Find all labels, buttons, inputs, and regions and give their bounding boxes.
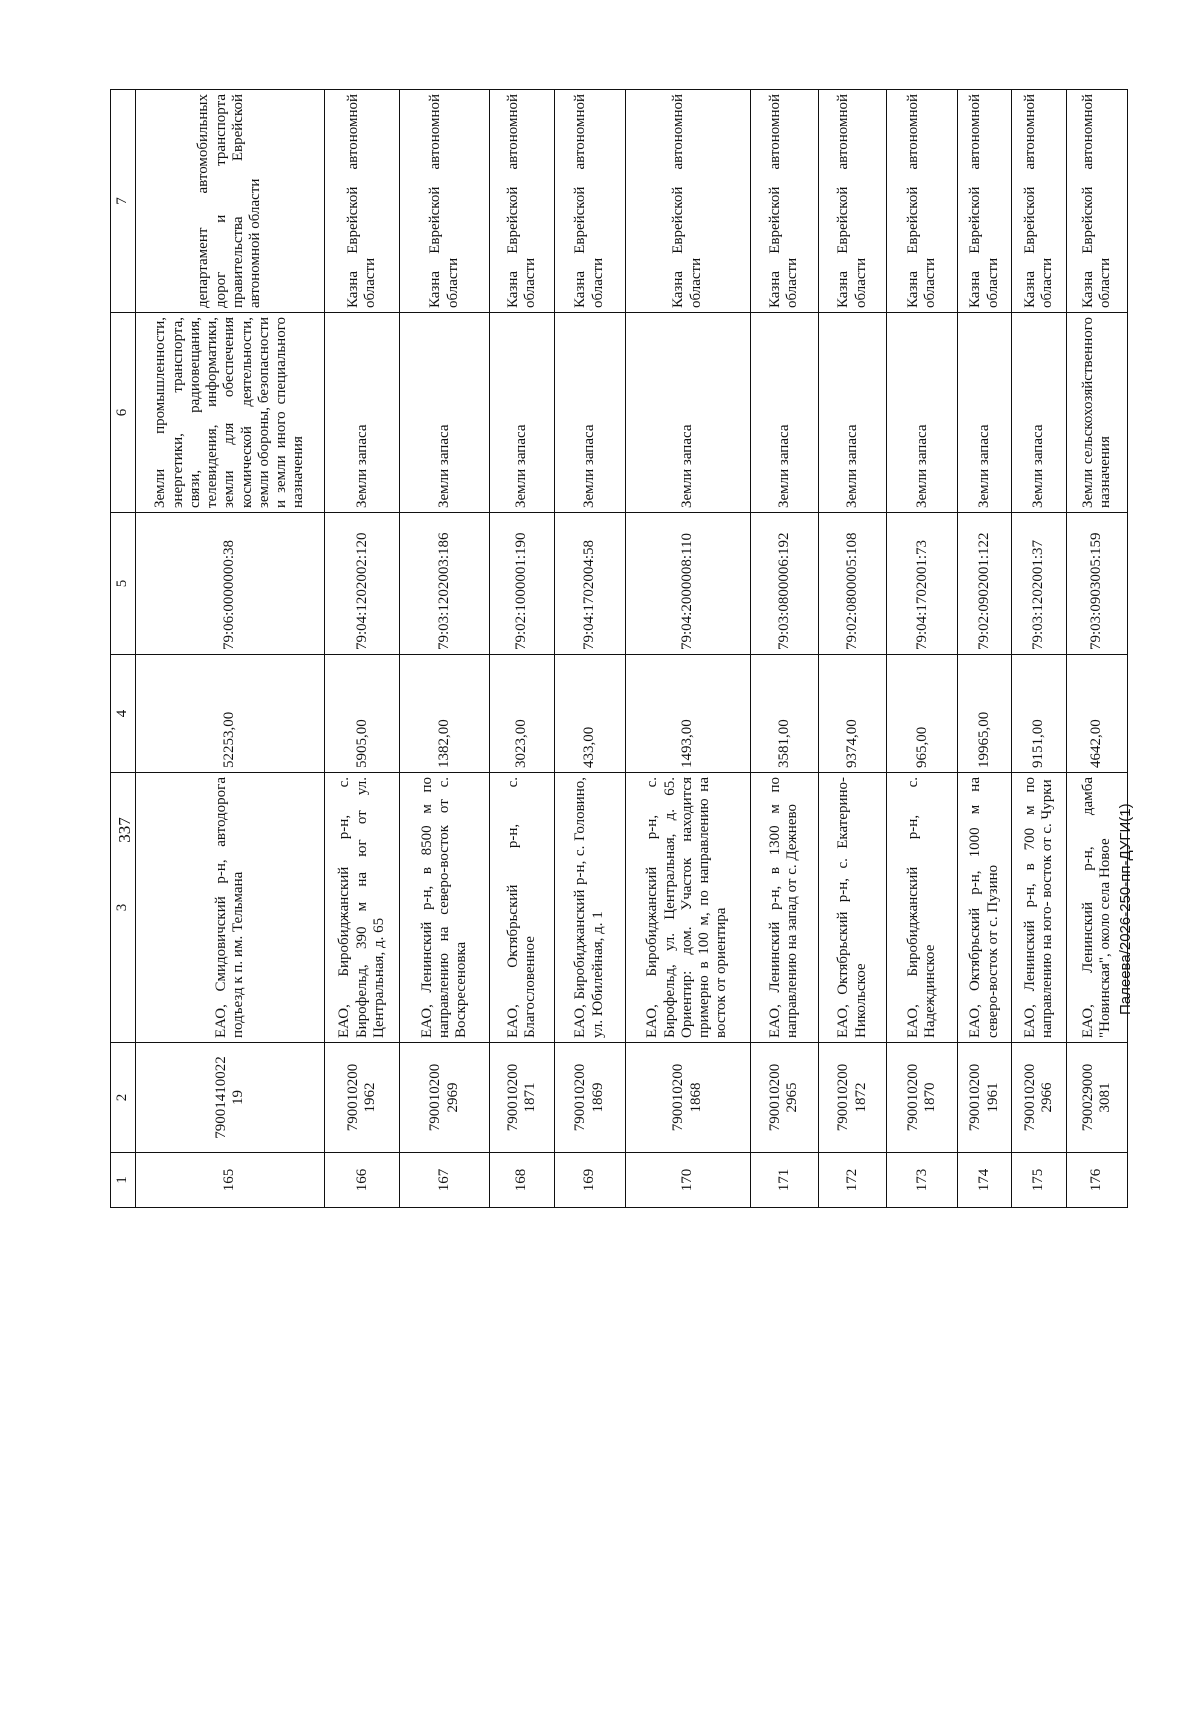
object-area: 19965,00 [958, 655, 1012, 773]
object-address: ЕАО, Ленинский р-н, дамба "Новинская", около села Новое [1066, 773, 1127, 1043]
right-holder: Казна Еврейской автономной области [818, 90, 886, 313]
cadastral-number: 79:03:0903005:159 [1066, 513, 1127, 655]
row-number: 166 [324, 1153, 399, 1208]
object-address: ЕАО, Смидовичский р-н, автодорога подъезд к п. им. Тельмана [136, 773, 325, 1043]
row-number: 175 [1012, 1153, 1066, 1208]
land-category: Земли запаса [400, 313, 490, 513]
right-holder: Казна Еврейской автономной области [490, 90, 555, 313]
table-row [324, 90, 399, 1208]
right-holder: Казна Еврейской автономной области [1012, 90, 1066, 313]
right-holder: Казна Еврейской автономной области [625, 90, 750, 313]
land-category: Земли запаса [750, 313, 818, 513]
row-number: 165 [136, 1153, 325, 1208]
table-row [490, 90, 555, 1208]
land-category: Земли запаса [324, 313, 399, 513]
object-code: 790010200 1870 [887, 1043, 958, 1153]
column-header: 1 [111, 1153, 136, 1208]
column-header: 5 [111, 513, 136, 655]
column-header: 6 [111, 313, 136, 513]
object-area: 4642,00 [1066, 655, 1127, 773]
page-number: 337 [115, 817, 134, 843]
row-number: 167 [400, 1153, 490, 1208]
right-holder: Казна Еврейской автономной области [554, 90, 625, 313]
land-category: Земли запаса [887, 313, 958, 513]
row-number: 173 [887, 1153, 958, 1208]
object-area: 965,00 [887, 655, 958, 773]
object-area: 3581,00 [750, 655, 818, 773]
property-table-wrapper [110, 90, 1128, 1208]
table-row [625, 90, 750, 1208]
object-area: 3023,00 [490, 655, 555, 773]
table-row [400, 90, 490, 1208]
object-code: 790010200 1869 [554, 1043, 625, 1153]
right-holder: Казна Еврейской автономной области [958, 90, 1012, 313]
object-area: 5905,00 [324, 655, 399, 773]
object-code: 790010200 2969 [400, 1043, 490, 1153]
land-category: Земли запаса [818, 313, 886, 513]
object-code: 79001410022 19 [136, 1043, 325, 1153]
table-row [818, 90, 886, 1208]
cadastral-number: 79:02:1000001:190 [490, 513, 555, 655]
object-area: 433,00 [554, 655, 625, 773]
row-number: 176 [1066, 1153, 1127, 1208]
object-address: ЕАО, Ленинский р-н, в 1300 м по направлению на запад от с. Дежнево [750, 773, 818, 1043]
header-row [111, 90, 136, 1208]
row-number: 168 [490, 1153, 555, 1208]
cadastral-number: 79:03:1202001:37 [1012, 513, 1066, 655]
object-code: 790010200 1962 [324, 1043, 399, 1153]
property-table-rotated [110, 90, 1128, 1208]
table-row [1012, 90, 1066, 1208]
object-code: 790010200 1868 [625, 1043, 750, 1153]
right-holder: Казна Еврейской автономной области [1066, 90, 1127, 313]
object-area: 52253,00 [136, 655, 325, 773]
object-address: ЕАО, Биробиджанский р-н, с. Надеждинское [887, 773, 958, 1043]
cadastral-number: 79:04:1702004:58 [554, 513, 625, 655]
column-header: 2 [111, 1043, 136, 1153]
table-row [750, 90, 818, 1208]
cadastral-number: 79:06:0000000:38 [136, 513, 325, 655]
property-table [110, 89, 1128, 1208]
cadastral-number: 79:02:0902001:122 [958, 513, 1012, 655]
cadastral-number: 79:03:1202003:186 [400, 513, 490, 655]
object-area: 9374,00 [818, 655, 886, 773]
column-header: 3 [111, 773, 136, 1043]
object-code: 790029000 3081 [1066, 1043, 1127, 1153]
land-category: Земли запаса [1012, 313, 1066, 513]
row-number: 171 [750, 1153, 818, 1208]
cadastral-number: 79:04:1702001:73 [887, 513, 958, 655]
land-category: Земли запаса [958, 313, 1012, 513]
row-number: 169 [554, 1153, 625, 1208]
object-address: ЕАО, Октябрьский р-н, с. Благословенное [490, 773, 555, 1043]
object-address: ЕАО, Биробиджанский р-н, с. Головино, ул. Юбилейная, д. 1 [554, 773, 625, 1043]
cadastral-number: 79:04:2000008:110 [625, 513, 750, 655]
row-number: 174 [958, 1153, 1012, 1208]
right-holder: Казна Еврейской автономной области [400, 90, 490, 313]
table-row [958, 90, 1012, 1208]
land-category: Земли запаса [554, 313, 625, 513]
column-header: 4 [111, 655, 136, 773]
land-category: Земли запаса [625, 313, 750, 513]
table-row [554, 90, 625, 1208]
right-holder: Казна Еврейской автономной области [887, 90, 958, 313]
right-holder: Казна Еврейской автономной области [750, 90, 818, 313]
object-address: ЕАО, Октябрьский р-н, 1000 м на северо-восток от с. Пузино [958, 773, 1012, 1043]
object-address: ЕАО, Ленинский р-н, в 700 м по направлению на юго- восток от с. Чурки [1012, 773, 1066, 1043]
cadastral-number: 79:04:1202002:120 [324, 513, 399, 655]
object-address: ЕАО, Биробиджанский р-н, с. Бирофельд, ул. Центральная, д. 65. Ориентир: дом. Участок находится примерно в 100 м, по направлению на восток от ориентира [625, 773, 750, 1043]
object-code: 790010200 1961 [958, 1043, 1012, 1153]
object-address: ЕАО, Октябрьский р-н, с. Екатерино-Никольское [818, 773, 886, 1043]
land-category: Земли запаса [490, 313, 555, 513]
object-address: ЕАО, Биробиджанский р-н, с. Бирофельд, 390 м на юг от ул. Центральная, д. 65 [324, 773, 399, 1043]
table-row [1066, 90, 1127, 1208]
object-code: 790010200 1871 [490, 1043, 555, 1153]
object-address: ЕАО, Ленинский р-н, в 8500 м по направлению на северо-восток от с. Воскресеновка [400, 773, 490, 1043]
right-holder: Казна Еврейской автономной области [324, 90, 399, 313]
land-category: Земли сельскохозяйственного назначения [1066, 313, 1127, 513]
object-area: 1493,00 [625, 655, 750, 773]
table-row [887, 90, 958, 1208]
right-holder: департамент автомобильных дорог и транспорта правительства Еврейской автономной области [136, 90, 325, 313]
column-header: 7 [111, 90, 136, 313]
land-category: Земли промышленности, энергетики, транспорта, связи, радиовещания, телевидения, информатики, земли для обеспечения космической деятельности, земли обороны, безопасности и земли иного специального назначения [136, 313, 325, 513]
footer-code: Палеева/2026-250-пп-ДУГИ(1) [1117, 803, 1134, 1015]
row-number: 170 [625, 1153, 750, 1208]
cadastral-number: 79:02:0800005:108 [818, 513, 886, 655]
object-area: 1382,00 [400, 655, 490, 773]
object-code: 790010200 2965 [750, 1043, 818, 1153]
object-area: 9151,00 [1012, 655, 1066, 773]
object-code: 790010200 2966 [1012, 1043, 1066, 1153]
object-code: 790010200 1872 [818, 1043, 886, 1153]
table-row [136, 90, 325, 1208]
row-number: 172 [818, 1153, 886, 1208]
cadastral-number: 79:03:0800006:192 [750, 513, 818, 655]
